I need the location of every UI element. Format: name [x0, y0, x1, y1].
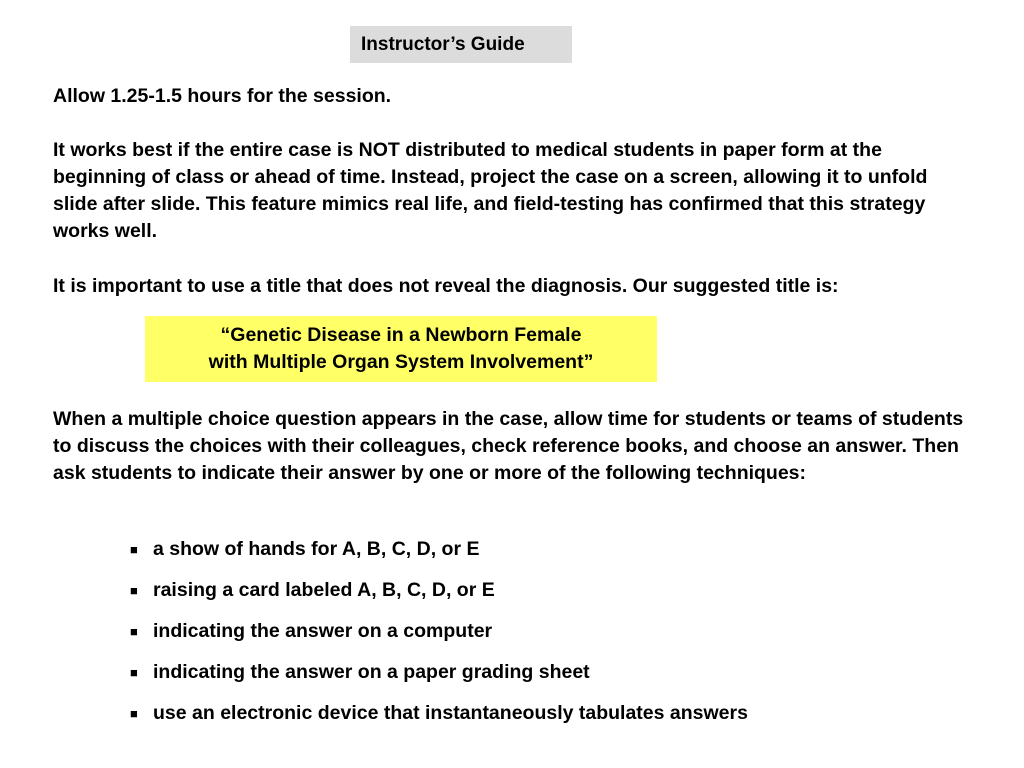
square-bullet-icon: ■	[130, 583, 138, 598]
square-bullet-icon: ■	[130, 542, 138, 557]
distribution-advice-paragraph: It works best if the entire case is NOT distributed to medical students in paper form at the beginning of class or ahead of time. Instead, project the case on a screen, allowing it to unfold slide after slide. This feature mimics real life, and field-testing has confirmed that this strategy works well.	[53, 139, 928, 242]
list-item	[130, 618, 748, 659]
suggested-title-line-2: with Multiple Organ System Involvement”	[208, 351, 594, 373]
list-item-text: indicating the answer on a paper grading sheet	[153, 661, 590, 683]
list-item-text: raising a card labeled A, B, C, D, or E	[153, 579, 495, 601]
instructors-guide-header	[350, 26, 572, 63]
square-bullet-icon: ■	[130, 665, 138, 680]
title-advice-paragraph: It is important to use a title that does not reveal the diagnosis. Our suggested title is:	[53, 275, 839, 297]
suggested-title-line-1: “Genetic Disease in a Newborn Female	[220, 324, 582, 346]
suggested-title-box	[145, 316, 657, 382]
techniques-list	[130, 536, 748, 741]
list-item-text: a show of hands for A, B, C, D, or E	[153, 538, 480, 560]
multiple-choice-paragraph: When a multiple choice question appears in the case, allow time for students or teams of students to discuss the choices with their colleagues, check reference books, and choose an answer. Then ask students to indicate their answer by one or more of the following techniques:	[53, 408, 964, 484]
session-duration-paragraph: Allow 1.25-1.5 hours for the session.	[53, 85, 392, 107]
list-item	[130, 577, 748, 618]
list-item-text: use an electronic device that instantaneously tabulates answers	[153, 702, 748, 724]
list-item	[130, 536, 748, 577]
list-item	[130, 700, 748, 741]
list-item	[130, 659, 748, 700]
page-title: Instructor’s Guide	[361, 34, 525, 55]
square-bullet-icon: ■	[130, 706, 138, 721]
list-item-text: indicating the answer on a computer	[153, 620, 493, 642]
square-bullet-icon: ■	[130, 624, 138, 639]
